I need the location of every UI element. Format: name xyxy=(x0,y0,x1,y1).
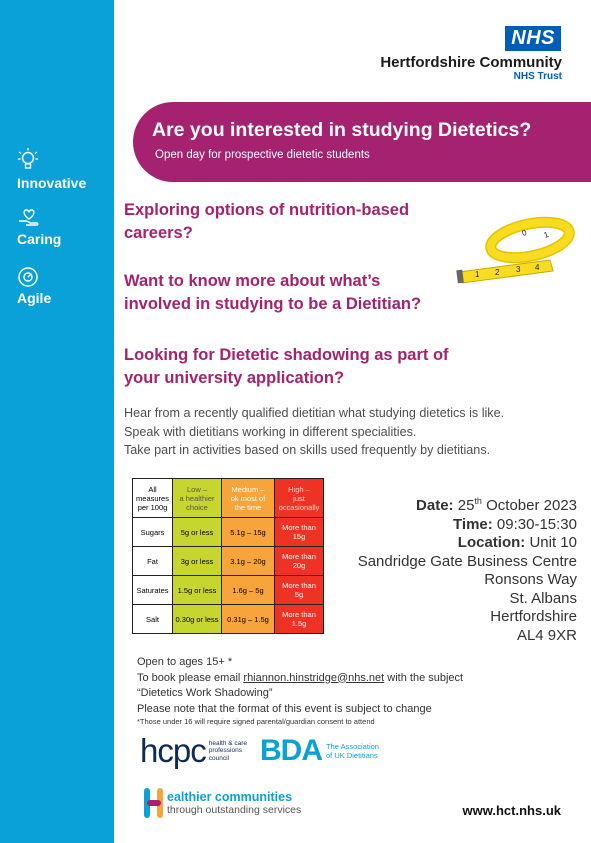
value-caring xyxy=(17,207,107,247)
bda-subtext xyxy=(326,742,379,760)
question-line: Want to know more about what’s xyxy=(124,272,381,290)
bda-wordmark: BDA xyxy=(260,734,322,767)
consent-footnote: *Those under 16 will require signed parental/guardian consent to attend xyxy=(137,717,375,726)
high-text: More than xyxy=(282,610,316,619)
booking-text: with the subject xyxy=(384,671,464,684)
date-suffix: th xyxy=(474,496,482,506)
org-name: Hertfordshire Community xyxy=(380,54,562,71)
high-cell xyxy=(275,518,324,547)
org-subtitle: NHS Trust xyxy=(513,71,562,82)
high-text: More than xyxy=(282,523,316,532)
header-text: Low – xyxy=(186,484,207,494)
header-text: All xyxy=(148,484,157,494)
time-label: Time: xyxy=(453,515,493,533)
question-line: Exploring options of nutrition-based xyxy=(124,201,410,219)
bda-logo xyxy=(260,734,379,768)
booking-line xyxy=(137,671,463,687)
value-label: Agile xyxy=(17,290,52,306)
high-cell xyxy=(275,605,324,634)
question-2 xyxy=(124,270,421,316)
location-value: Unit 10 xyxy=(525,534,577,551)
row-name: Saturates xyxy=(133,576,173,605)
medium-cell: 1.6g – 5g xyxy=(222,576,275,605)
high-text: More than xyxy=(282,552,316,561)
row-name: Sugars xyxy=(133,518,173,547)
high-text: 5g xyxy=(294,590,304,599)
hcpc-subline: health & care xyxy=(208,739,248,747)
heart-hand-icon xyxy=(17,207,41,229)
address-line: AL4 9XR xyxy=(516,626,577,644)
intro-text xyxy=(124,404,504,460)
high-cell xyxy=(275,576,324,605)
header-text: the time xyxy=(234,502,262,512)
event-time xyxy=(358,516,577,535)
h-logo-icon xyxy=(143,786,165,820)
intro-line: Hear from a recently qualified dietitian what studying dietetics is like. xyxy=(124,406,505,420)
date-label: Date: xyxy=(416,497,454,514)
hcpc-subtext xyxy=(209,740,247,763)
question-line: involved in studying to be a Dietitian? xyxy=(124,295,422,313)
hcpc-subline: council xyxy=(208,754,229,762)
banner-subtitle: Open day for prospective dietetic students xyxy=(155,149,370,161)
event-details xyxy=(358,492,577,645)
svg-text:1: 1 xyxy=(542,229,550,240)
nhs-logo: NHS xyxy=(505,26,561,51)
svg-text:0: 0 xyxy=(520,227,528,238)
table-row xyxy=(133,605,324,634)
question-line: Looking for Dietetic shadowing as part of xyxy=(124,346,449,364)
ages-text: Open to ages 15+ * xyxy=(137,656,233,668)
date-day: 25 xyxy=(457,497,475,514)
header-text: measures xyxy=(136,493,169,503)
low-cell: 5g or less xyxy=(173,518,222,547)
email-subject: “Dietetics Work Shadowing” xyxy=(137,687,273,699)
medium-cell: 0.31g – 1.5g xyxy=(222,605,275,634)
healthier-title: ealthier communities xyxy=(167,790,293,804)
healthier-tagline: through outstanding services xyxy=(167,804,302,816)
tape-measure-image xyxy=(455,210,580,290)
table-header-cell xyxy=(133,479,173,518)
location-label: Location: xyxy=(457,534,526,551)
table-header-row xyxy=(133,479,324,518)
table-row xyxy=(133,576,324,605)
row-name: Salt xyxy=(133,605,173,634)
low-cell: 0.30g or less xyxy=(173,605,222,634)
format-note: Please note that the format of this event is subject to change xyxy=(137,702,432,715)
question-line: careers? xyxy=(124,224,193,242)
value-innovative xyxy=(17,147,107,191)
intro-line: Speak with dietitians working in different specialities. xyxy=(124,424,417,439)
svg-text:3: 3 xyxy=(516,265,521,274)
high-cell xyxy=(275,547,324,576)
booking-text: To book please email xyxy=(137,671,244,684)
address-line: St. Albans xyxy=(509,589,577,607)
email-link[interactable]: rhiannon.hinstridge@nhs.net xyxy=(243,671,385,684)
header-text: High – xyxy=(288,484,310,494)
lightbulb-icon xyxy=(17,147,39,173)
svg-text:2: 2 xyxy=(495,268,500,277)
header-text: per 100g xyxy=(137,502,168,512)
row-name: Fat xyxy=(133,547,173,576)
agile-icon xyxy=(17,266,39,288)
header-text: a healthier xyxy=(179,493,215,503)
website-url: www.hct.nhs.uk xyxy=(462,803,561,818)
value-label: Caring xyxy=(17,231,62,247)
event-location xyxy=(358,534,577,553)
low-cell: 1.5g or less xyxy=(173,576,222,605)
question-line: your university application? xyxy=(124,369,345,387)
table-header-cell xyxy=(222,479,275,518)
svg-text:1: 1 xyxy=(475,270,480,279)
intro-line: Take part in activities based on skills used frequently by dietitians. xyxy=(124,443,491,457)
hcpc-subline: professions xyxy=(208,747,242,755)
hcpc-logo xyxy=(140,732,247,770)
table-header-cell xyxy=(173,479,222,518)
high-text: More than xyxy=(282,581,316,590)
booking-info xyxy=(137,655,463,727)
table-row xyxy=(133,518,324,547)
medium-cell: 3.1g – 20g xyxy=(222,547,275,576)
table-row xyxy=(133,547,324,576)
time-value: 09:30-15:30 xyxy=(492,515,577,533)
value-agile xyxy=(17,266,107,306)
question-1 xyxy=(124,199,409,245)
medium-cell: 5.1g – 15g xyxy=(222,518,275,547)
bda-subline: The Association xyxy=(326,742,379,751)
event-date xyxy=(358,492,577,516)
header-text: Medium – xyxy=(231,484,265,494)
banner-title: Are you interested in studying Dietetics? xyxy=(152,119,532,141)
traffic-light-table xyxy=(132,478,324,634)
high-text: 20g xyxy=(292,561,306,570)
header-text: choice xyxy=(186,502,208,512)
date-rest: October 2023 xyxy=(481,497,577,514)
header-text: occasionally xyxy=(278,502,320,512)
question-3 xyxy=(124,344,449,390)
header-text: just xyxy=(293,493,305,503)
high-text: 1.5g xyxy=(291,619,307,628)
header-text: ok most of xyxy=(230,493,266,503)
address-line: Hertfordshire xyxy=(490,608,577,625)
address-line: Sandridge Gate Business Centre xyxy=(357,552,577,570)
address-line: Ronsons Way xyxy=(484,571,577,588)
low-cell: 3g or less xyxy=(173,547,222,576)
table-header-cell xyxy=(275,479,324,518)
high-text: 15g xyxy=(292,532,306,541)
bda-subline: of UK Dietitians xyxy=(326,751,378,760)
hcpc-wordmark: hcpc xyxy=(140,732,206,769)
svg-text:4: 4 xyxy=(535,263,540,272)
title-banner xyxy=(133,102,591,182)
healthier-communities-logo xyxy=(143,786,301,820)
value-label: Innovative xyxy=(17,175,87,191)
